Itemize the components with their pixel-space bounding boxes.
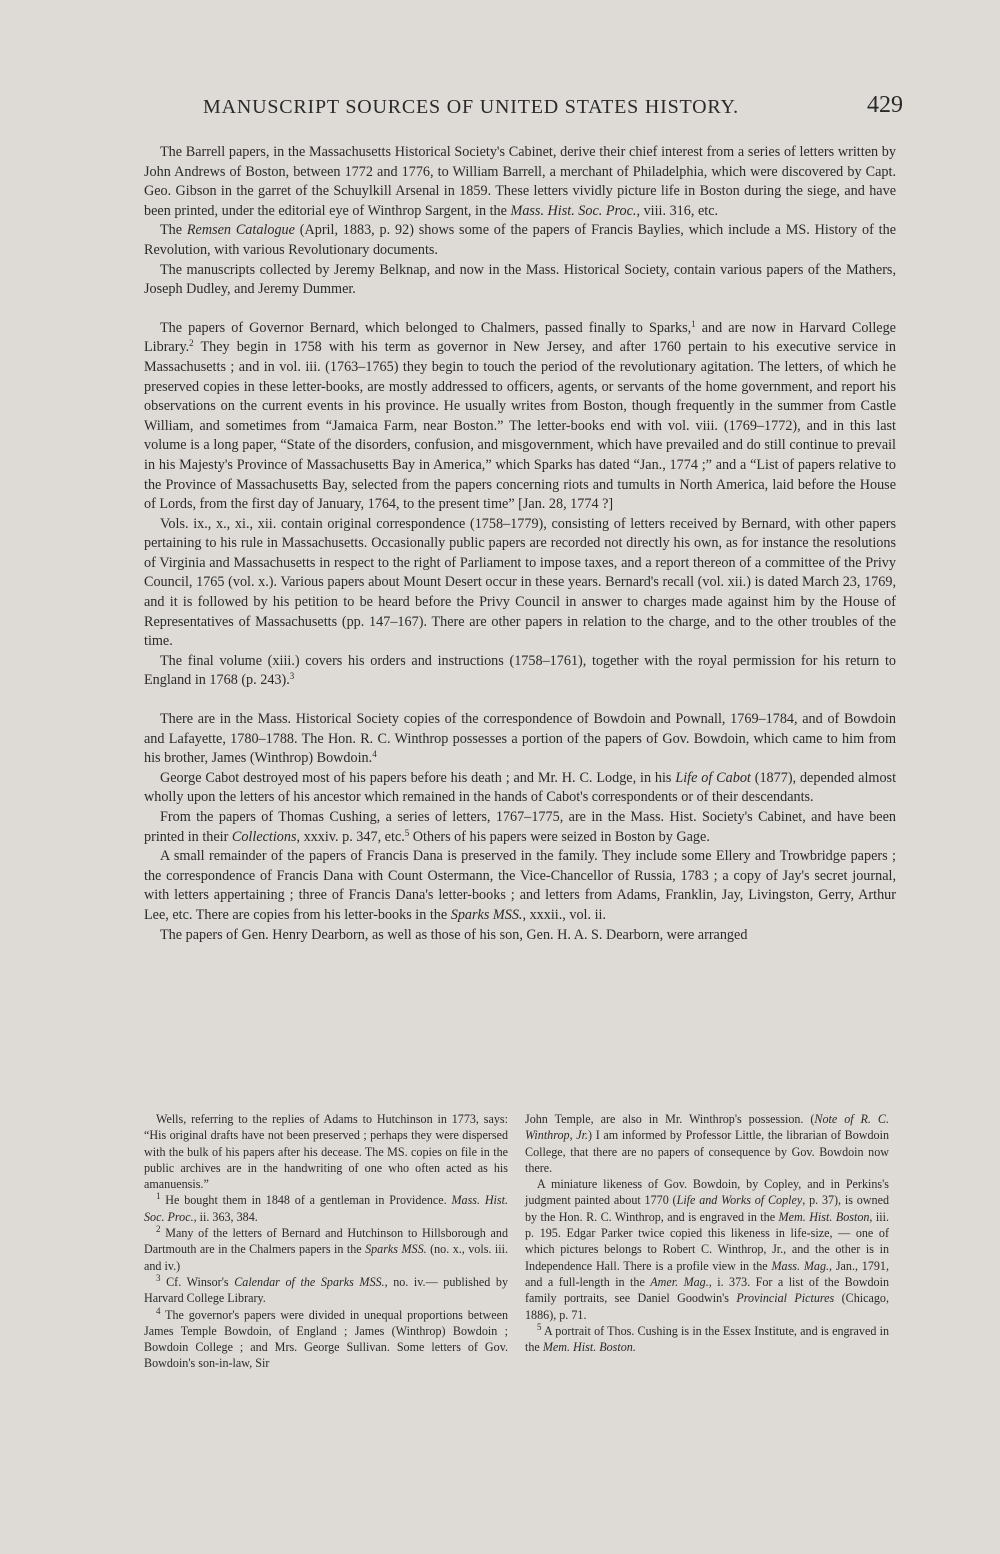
paragraph-cabot: George Cabot destroyed most of his papers before his death ; and Mr. H. C. Lodge, in his Life of Cabot (1877), depended almost wholly upon the letters of his ancestor which remained in the hands of Cabot's correspondents or of their descendants. <box>144 769 897 806</box>
main-text <box>144 143 896 945</box>
footnote-column-right <box>525 1111 889 1355</box>
footnote-ref: 2 <box>189 338 194 349</box>
paragraph-bernard: The papers of Governor Bernard, which belonged to Chalmers, passed finally to Sparks,$^1$ and are now in Harvard College Library.$^2$ They begin in 1758 with his term as governor in New Jersey, and after 1760 pertain to his executive service in Massachusetts ; and in vol. iii. (1763–1765) they begin to touch the period of the revolutionary agitation. The letters, of which he preserved copies in these letter-books, are mostly addressed to officers, agents, or servants of the home government, and report his observations on the current events in his province. He usually writes from Boston, though frequently in the summer from Castle William, and sometimes from “Jamaica Farm, near Boston.” The letter-books end with vol. viii. (1769–1772), and in this last volume is a long paper, “State of the disorders, confusion, and misgovernment, which have prevailed and do still continue to prevail in his Majesty's Province of Massachusetts Bay in America,” which Sparks has dated “Jan., 1774 ;” and a “List of papers relative to the Province of Massachusetts Bay, selected from the papers concerning riots and tumults in North America, laid before the House of Lords, from the first day of January, 1764, to the present time” [Jan. 28, 1774 ?] <box>144 318 896 513</box>
paragraph-bernard-vols: Vols. ix., x., xi., xii. contain original correspondence (1758–1779), consisting of letters received by Bernard, with other papers pertaining to his rule in Massachusetts. Occasionally public papers are recorded not directly his own, as for instance the resolutions of Virginia and Massachusetts in respect to the right of Parliament to impose taxes, and a report thereon of a committee of the Privy Council, 1765 (vol. x.). Various papers about Mount Desert occur in these years. Bernard's recall (vol. xii.) is dated March 23, 1769, and it is followed by his petition to be heard before the Privy Council in answer to charges made against him by the House of Representatives of Massachusetts (pp. 147–167). There are other papers in relation to the charge, and to the other troubles of the time. <box>144 515 896 650</box>
running-header <box>203 92 903 119</box>
footnote-3: $^3$ Cf. Winsor's Calendar of the Sparks MSS., no. iv.— published by Harvard College Library. <box>144 1272 508 1306</box>
footnote-5: $^5$ A portrait of Thos. Cushing is in the Essex Institute, and is engraved in the Mem. Hist. Boston. <box>525 1321 889 1355</box>
paragraph-bernard-final: The final volume (xiii.) covers his orders and instructions (1758–1761), together with the royal permission for his return to England in 1768 (p. 243).$^3$ <box>144 652 896 689</box>
footnote-ref: 5 <box>404 827 410 838</box>
footnote-4: $^4$ The governor's papers were divided in unequal proportions between James Temple Bowdoin, of England ; James (Winthrop) Bowdoin ; Bowdoin College ; and Mrs. George Sullivan. Some letters of Gov. Bowdoin's son-in-law, Sir <box>144 1305 508 1371</box>
page-number: 429 <box>867 92 903 118</box>
footnote-4-continuation: John Temple, are also in Mr. Winthrop's possession. (Note of R. C. Winthrop, Jr.) I am informed by Professor Little, the librarian of Bowdoin College, that there are no papers of consequence by Gov. Bowdoin now there. <box>525 1112 890 1175</box>
footnote-4-portrait: A miniature likeness of Gov. Bowdoin, by Copley, and in Perkins's judgment painted about 1770 (Life and Works of Copley, p. 37), is owned by the Hon. R. C. Winthrop, and is engraved in the Mem. Hist. Boston, iii. p. 195. Edgar Parker twice copied this likeness in life-size, — one of which pictures belongs to Robert C. Winthrop, Jr., and the other is in Independence Hall. There is a profile view in the Mass. Mag., Jan., 1791, and a full-length in the Amer. Mag., i. 373. For a list of the Bowdoin family portraits, see Daniel Goodwin's Provincial Pictures (Chicago, 1886), p. 71. <box>525 1177 890 1322</box>
footnote-1: $^1$ He bought them in 1848 of a gentleman in Providence. Mass. Hist. Soc. Proc., ii. 363, 384. <box>144 1191 508 1224</box>
paragraph-cushing: From the papers of Thomas Cushing, a series of letters, 1767–1775, are in the Mass. Hist. Society's Cabinet, and have been printed in their Collections, xxxiv. p. 347, etc.$^5$ Others of his papers were seized in Boston by Gage. <box>144 809 896 845</box>
footnote-2: $^2$ Many of the letters of Bernard and Hutchinson to Hillsborough and Dartmouth are in the Chalmers papers in the Sparks MSS. (no. x., vols. iii. and iv.) <box>144 1224 509 1273</box>
footnote-ref: 4 <box>372 749 377 760</box>
paragraph-bowdoin: There are in the Mass. Historical Society copies of the correspondence of Bowdoin and Pownall, 1769–1784, and of Bowdoin and Lafayette, 1780–1788. The Hon. R. C. Winthrop possesses a portion of the papers of Gov. Bowdoin, which came to him from his brother, James (Winthrop) Bowdoin.$^4$ <box>144 711 896 767</box>
footnote-ref: 1 <box>691 318 696 329</box>
paragraph-barrell: The Barrell papers, in the Massachusetts Historical Society's Cabinet, derive their chief interest from a series of letters written by John Andrews of Boston, between 1772 and 1776, to William Barrell, a merchant of Philadelphia, which were discovered by Capt. Geo. Gibson in the garret of the Schuylkill Arsenal in 1859. These letters vividly picture life in Boston during the siege, and have been printed, under the editorial eye of Winthrop Sargent, in the Mass. Hist. Soc. Proc., viii. 316, etc. <box>144 144 896 219</box>
paragraph-baylies: The Remsen Catalogue (April, 1883, p. 92) shows some of the papers of Francis Baylies, which include a MS. History of the Revolution, with various Revolutionary documents. <box>144 222 897 258</box>
paragraph-dana: A small remainder of the papers of Francis Dana is preserved in the family. They include some Ellery and Trowbridge papers ; the correspondence of Francis Dana with Count Ostermann, the Vice-Chancellor of Russia, 1783 ; a copy of Jay's secret journal, with letters appertaining ; three of Francis Dana's letter-books ; and letters from Adams, Franklin, Jay, Livingston, Gerry, Arthur Lee, etc. There are copies from his letter-books in the Sparks MSS., xxxii., vol. ii. <box>144 848 896 923</box>
footnote-ref: 3 <box>289 671 295 682</box>
footnote-continuation: Wells, referring to the replies of Adams to Hutchinson in 1773, says: “His original drafts have not been preserved ; perhaps they were dispersed with the bulk of his papers after his decease. The MS. copies on file in the public archives are in the handwriting of one who often acted as his amanuensis.” <box>144 1112 508 1192</box>
running-title: MANUSCRIPT SOURCES OF UNITED STATES HISTORY. <box>203 96 739 118</box>
paragraph-dearborn: The papers of Gen. Henry Dearborn, as well as those of his son, Gen. H. A. S. Dearborn, were arranged <box>160 926 748 943</box>
footnote-column-left <box>144 1111 508 1372</box>
paragraph-belknap: The manuscripts collected by Jeremy Belknap, and now in the Mass. Historical Society, contain various papers of the Mathers, Joseph Dudley, and Jeremy Dummer. <box>144 261 896 298</box>
